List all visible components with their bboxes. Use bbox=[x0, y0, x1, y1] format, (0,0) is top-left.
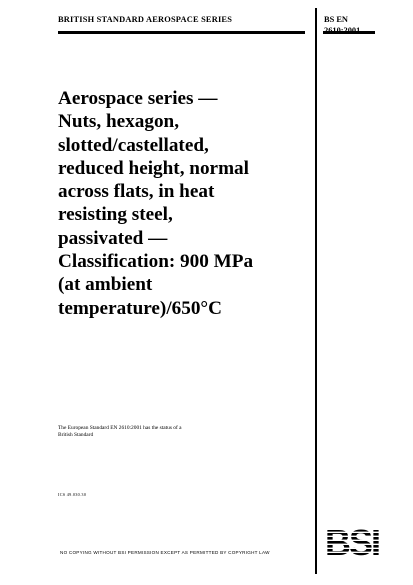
title-line: resisting steel, bbox=[58, 204, 173, 226]
title-line: (at ambient bbox=[58, 274, 153, 296]
series-title: BRITISH STANDARD AEROSPACE SERIES bbox=[58, 15, 233, 24]
title-line: reduced height, normal bbox=[58, 157, 249, 179]
standard-number-code: 2610:2001 bbox=[324, 26, 361, 35]
header-rule-left bbox=[58, 31, 305, 34]
title-line: Aerospace series — bbox=[58, 88, 218, 109]
bsi-logo bbox=[323, 497, 381, 559]
document-title bbox=[58, 87, 308, 320]
copyright-notice: NO COPYING WITHOUT BSI PERMISSION EXCEPT AS PERMITTED BY COPYRIGHT LAW bbox=[60, 550, 270, 555]
title-line: slotted/castellated, bbox=[58, 134, 209, 156]
title-line: temperature)/650°C bbox=[58, 297, 222, 319]
standard-number bbox=[324, 14, 384, 36]
title-line: Nuts, hexagon, bbox=[58, 111, 180, 133]
vertical-divider bbox=[315, 8, 317, 574]
title-line: across flats, in heat bbox=[58, 181, 215, 203]
status-note-line: British Standard bbox=[58, 432, 94, 438]
title-line: passivated — bbox=[58, 227, 168, 249]
status-note-line: The European Standard EN 2610:2001 has the status of a bbox=[58, 425, 182, 431]
title-line: Classification: 900 MPa bbox=[58, 251, 254, 273]
status-note bbox=[58, 425, 298, 439]
ics-reference: ICS 49.030.30 bbox=[58, 492, 87, 497]
standard-number-prefix: BS EN bbox=[324, 15, 348, 24]
